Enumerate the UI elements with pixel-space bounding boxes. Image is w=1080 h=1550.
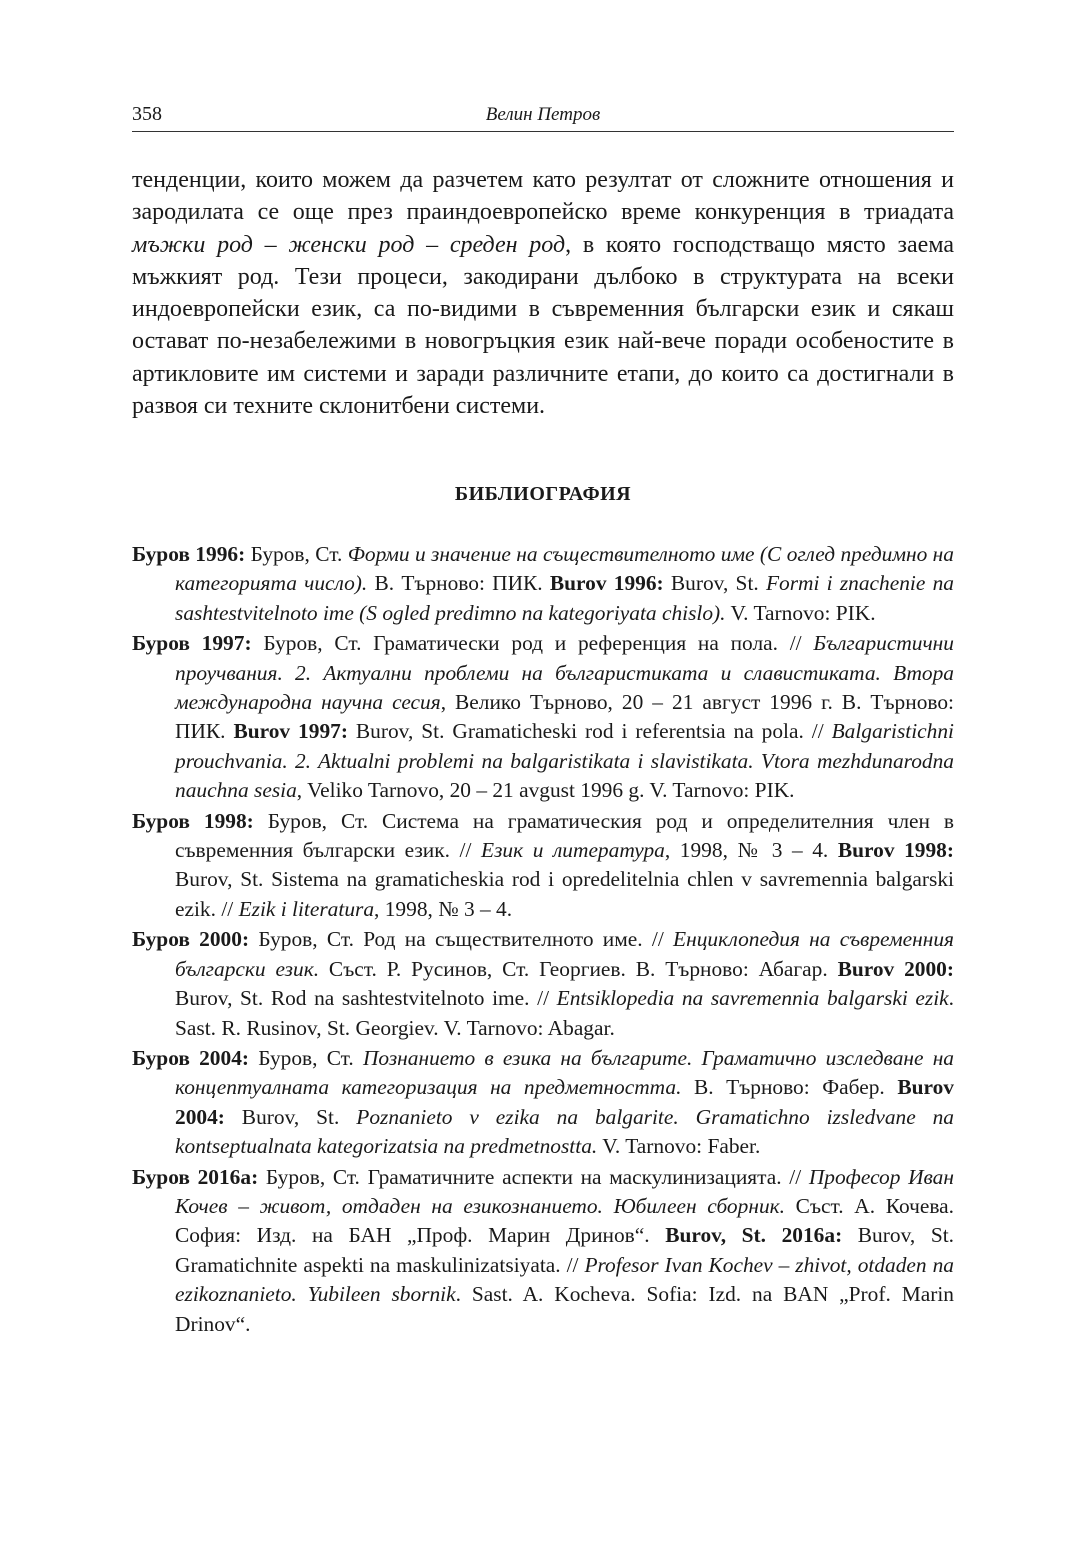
body-italic-phrase: мъжки род – женски род – среден род (132, 231, 566, 258)
citation-key: Буров 2004: (132, 1045, 250, 1070)
entry-text: V. Tarnovo: PIK. (725, 600, 876, 625)
entry-text: , Велико Търново, 20 – 21 август 1996 г. В. Търново: ПИК. (175, 690, 954, 744)
entry-title-latin: Ezik i literatura (238, 896, 375, 921)
bibliography-entry (132, 807, 954, 925)
bibliography-entry (132, 540, 954, 628)
entry-title-latin: Balgaristichni prouchvania. 2. Aktualni problemi na balgaristikata i slavistikata. Vtora mezhdunarodna nauchna sesia (175, 719, 954, 803)
entry-text: Съст. А. Кочева. София: Изд. на БАН „Проф. Марин Дринов“. (175, 1193, 954, 1248)
entry-text: Burov, St. Sistema na gramaticheskia rod i opredelitelnia chlen v savremennia balgarski ezik. // (175, 867, 954, 921)
citation-key: Буров 1998: (132, 808, 254, 833)
entry-title-latin: Poznanieto v ezika na balgarite. Gramatichno izsledvane na kontseptualnata kategorizatsia na predmetnostta. (175, 1104, 954, 1159)
entry-text: V. Tarnovo: Faber. (597, 1134, 761, 1159)
entry-text: . Sast. A. Kocheva. Sofia: Izd. na BAN „Prof. Marin Drinov“. (175, 1282, 954, 1336)
entry-text: Буров, Ст. Род на съществителното име. // (249, 927, 674, 952)
citation-key: Буров 1997: (132, 631, 252, 656)
entry-text: Burov, St. (224, 1104, 357, 1129)
entry-text: Burov, St. (663, 571, 766, 596)
entry-title: Форми и значение на съществителното име (С оглед предимно на категорията число). (175, 542, 954, 596)
bibliography-heading: БИБЛИОГРАФИЯ (454, 483, 632, 505)
citation-key: Буров 2000: (132, 927, 250, 952)
entry-text: . Sast. R. Rusinov, St. Georgiev. V. Tarnovo: Abagar. (175, 986, 955, 1040)
entry-title: Професор Иван Кочев – живот, отдаден на езикознанието. Юбилеен сборник. (175, 1164, 954, 1218)
citation-key-latin: Burov 1998: (837, 838, 955, 863)
bibliography-list (132, 540, 954, 1340)
entry-text: Буров, Ст. (249, 1045, 363, 1070)
entry-text: , 1998, № 3 – 4. (374, 896, 513, 921)
entry-text: Съст. Р. Русинов, Ст. Георгиев. В. Търново: Абагар. (319, 956, 838, 981)
body-paragraph (132, 164, 954, 422)
running-title: Велин Петров (485, 104, 601, 125)
entry-text: В. Търново: Фабер. (681, 1075, 898, 1100)
bibliography-entry (132, 629, 954, 805)
entry-text: Буров, Ст. (245, 542, 348, 566)
entry-text: , 1998, № 3 – 4. (664, 838, 838, 863)
citation-key-latin: Burov 1997: (233, 719, 348, 744)
bibliography-entry (132, 1044, 954, 1162)
entry-text: Буров, Ст. Система на граматическия род и определителния член в съвременния български език. // (175, 808, 954, 863)
entry-text: В. Търново: ПИК. (367, 571, 550, 596)
citation-key: Буров 1996: (132, 542, 246, 566)
citation-key-latin: Burov, St. 2016a: (665, 1223, 843, 1248)
running-header (132, 101, 954, 132)
entry-text: Буров, Ст. Граматически род и референция на пола. // (251, 631, 814, 656)
entry-text: Burov, St. Rod na sashtestvitelnoto ime. // (175, 986, 557, 1011)
entry-title-latin: Profesor Ivan Kochev – zhivot, otdaden na ezikoznanieto. Yubileen sbornik (175, 1252, 954, 1307)
entry-title: Език и литература (481, 838, 665, 863)
citation-key-latin: Burov 1996: (549, 571, 664, 596)
entry-text: , Veliko Tarnovo, 20 – 21 avgust 1996 g. V. Tarnovo: PIK. (296, 778, 795, 803)
citation-key-latin: Burov 2004: (175, 1075, 954, 1129)
bibliography-entry (132, 1163, 954, 1339)
entry-title-latin: Entsiklopedia na savremennia balgarski ezik (556, 986, 949, 1011)
entry-title-latin: Formi i znachenie na sashtestvitelnoto ime (S ogled predimno na kategoriyata chislo). (175, 571, 954, 625)
citation-key: Буров 2016а: (132, 1164, 259, 1189)
entry-text: Буров, Ст. Граматичните аспекти на маскулинизацията. // (258, 1164, 809, 1189)
entry-text: Burov, St. Gramaticheski rod i referentsia na pola. // (347, 719, 832, 744)
page-number: 358 (132, 103, 162, 125)
body-text-part: тенденции, които можем да разчетем като резултат от сложните отношения и зародилата се още през праиндоевропейско време конкуренция в триадата (132, 167, 954, 226)
body-text-part: , в която господстващо място заема мъжкият род. Тези процеси, закодирани дълбоко в структурата на всеки индоевропейски език, са по-видими в съвременния български език и сякаш остават по-незабележими в новогръцкия език най-вече поради особеностите в артикловите им системи и заради различните етапи, до които са достигнали в развоя си техните склонитбени системи. (132, 231, 954, 420)
entry-title: Познанието в езика на българите. Граматично изследване на концептуалната категоризация на предметността. (175, 1045, 954, 1100)
entry-title: Енциклопедия на съвременния български език. (175, 927, 954, 981)
entry-title: Българистични проучвания. 2. Актуални проблеми на българистиката и славистиката. Втора международна научна сесия (175, 631, 954, 715)
citation-key-latin: Burov 2000: (837, 956, 954, 981)
bibliography-entry (132, 925, 954, 1043)
entry-text: Burov, St. Gramatichnite aspekti na maskulinizatsiyata. // (175, 1223, 955, 1277)
